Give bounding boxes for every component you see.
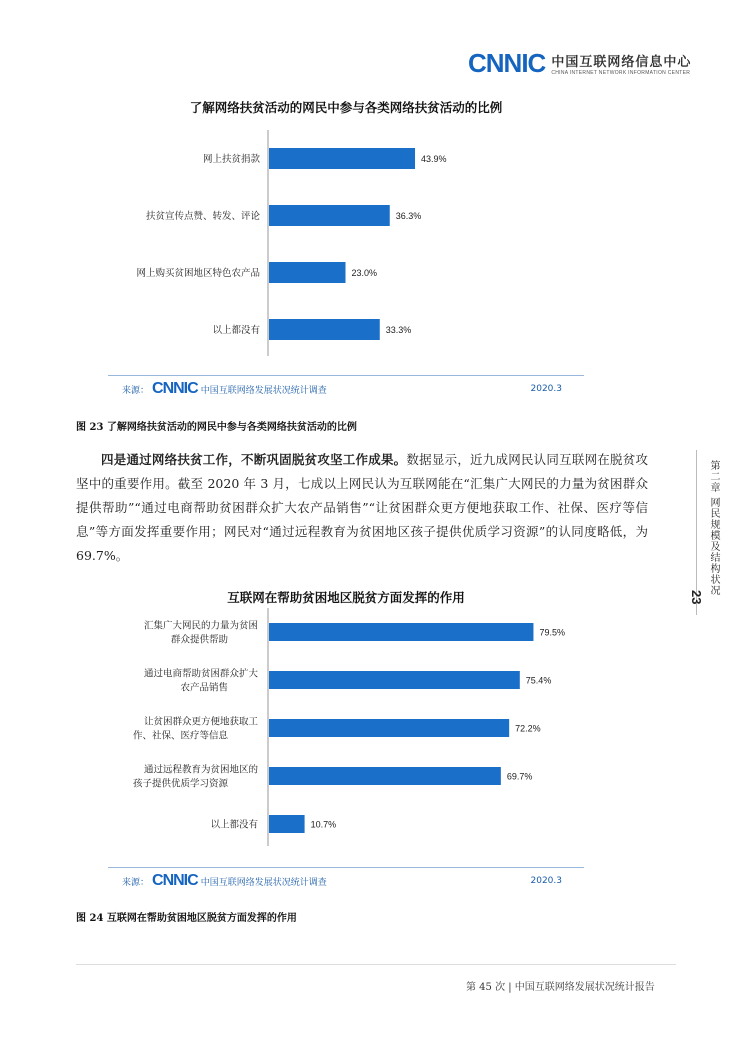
source-text: 中国互联网络发展状况统计调查	[200, 385, 327, 396]
category-label-line: 网上扶贫捐款	[202, 154, 260, 165]
source-text: 中国互联网络发展状况统计调查	[200, 877, 327, 888]
category-label-line: 汇集广大网民的力量为贫困	[143, 620, 258, 632]
source-label	[122, 872, 327, 890]
bar	[269, 262, 346, 283]
bar-value-label: 10.7%	[310, 819, 337, 830]
bar	[269, 319, 380, 340]
category-label	[144, 668, 259, 694]
chart-footer-line	[108, 375, 584, 376]
category-label-line: 网上购买贫困地区特色农产品	[136, 268, 260, 279]
category-label	[144, 620, 258, 646]
side-chapter-tab	[689, 460, 728, 610]
bar	[269, 815, 305, 833]
category-label-line: 通过远程教育为贫困地区的	[143, 764, 258, 776]
body-paragraph	[76, 448, 648, 568]
figure-24-caption: 图 24 互联网在帮助贫困地区脱贫方面发挥的作用	[76, 913, 297, 924]
chapter-label: 第二章 网民规模及结构状况	[708, 460, 719, 597]
bar-value-label: 79.5%	[539, 627, 565, 638]
bar-value-label: 69.7%	[506, 771, 533, 782]
category-label-line: 以上都没有	[210, 819, 258, 831]
bar	[269, 205, 390, 226]
category-label-line: 让贫困群众更方便地获取工	[143, 716, 258, 728]
footer-rule	[76, 964, 676, 965]
cnnic-header-logo	[468, 48, 691, 79]
chart-23-plot	[108, 98, 584, 398]
logo-text	[551, 51, 691, 76]
paragraph-bold-lead: 四是通过网络扶贫工作，不断巩固脱贫攻坚工作成果。	[101, 452, 407, 467]
source-label	[122, 380, 327, 398]
category-label-line: 作、社保、医疗等信息	[132, 730, 228, 742]
source-logo: CNNIC	[152, 872, 198, 889]
category-label-line: 群众提供帮助	[170, 634, 228, 646]
category-label	[133, 764, 259, 790]
category-label-line: 以上都没有	[212, 325, 260, 336]
bar	[269, 623, 533, 641]
bar-value-label: 36.3%	[395, 211, 422, 221]
chart-23	[108, 98, 584, 398]
category-label	[146, 210, 261, 222]
bar-value-label: 23.0%	[351, 268, 378, 278]
logo-cn: 中国互联网络信息中心	[551, 55, 692, 70]
side-page-number: 23	[689, 590, 704, 605]
category-label	[212, 324, 260, 336]
category-label-line: 通过电商帮助贫困群众扩大	[143, 668, 258, 680]
category-label	[133, 716, 259, 742]
category-label-line: 农产品销售	[180, 682, 228, 694]
paragraph-text: 数据显示，近九成网民认同互联网在脱贫攻坚中的重要作用。截至 2020 年 3 月，七成以上网民认为互联网能在“汇集广大网民的力量为贫困群众提供帮助”“通过电商帮助贫困群众扩大农产品销售”“让贫困群众更方便地获取工作、社保、医疗等信息”等方面发挥重要作用；网民对“通过远程教育为贫困地区孩子提供优质学习资源”的认同度略低，为 69.7%。	[76, 452, 648, 563]
source-date: 2020.3	[530, 876, 562, 886]
category-label-line: 孩子提供优质学习资源	[132, 778, 228, 790]
chart-title: 互联网在帮助贫困地区脱贫方面发挥的作用	[227, 590, 465, 605]
bar-value-label: 43.9%	[421, 154, 447, 164]
logo-mark: CNNIC	[468, 48, 546, 78]
source-logo: CNNIC	[152, 380, 198, 397]
figure-23-caption: 图 23 了解网络扶贫活动的网民中参与各类网络扶贫活动的比例	[76, 422, 357, 433]
source-prefix: 来源：	[122, 877, 150, 888]
source-prefix: 来源：	[122, 385, 150, 396]
bar	[269, 767, 501, 785]
bar-value-label: 33.3%	[385, 325, 412, 335]
chart-footer-line	[108, 867, 584, 868]
bar	[269, 671, 520, 689]
chart-24	[108, 588, 584, 890]
chart-title: 了解网络扶贫活动的网民中参与各类网络扶贫活动的比例	[189, 100, 503, 115]
category-label	[203, 153, 261, 165]
bar	[269, 148, 415, 169]
category-label	[210, 819, 258, 831]
source-date: 2020.3	[530, 384, 562, 394]
bar-value-label: 72.2%	[515, 723, 541, 734]
chart-source	[108, 872, 584, 890]
bar-value-label: 75.4%	[525, 675, 552, 686]
category-label-line: 扶贫宣传点赞、转发、评论	[145, 211, 260, 222]
category-label	[136, 267, 260, 279]
chart-source	[108, 380, 584, 398]
page-footer: 第 45 次 | 中国互联网络发展状况统计报告	[466, 982, 655, 993]
chart-24-plot	[108, 588, 584, 890]
logo-en: CHINA INTERNET NETWORK INFORMATION CENTER	[551, 70, 691, 76]
bar	[269, 719, 509, 737]
